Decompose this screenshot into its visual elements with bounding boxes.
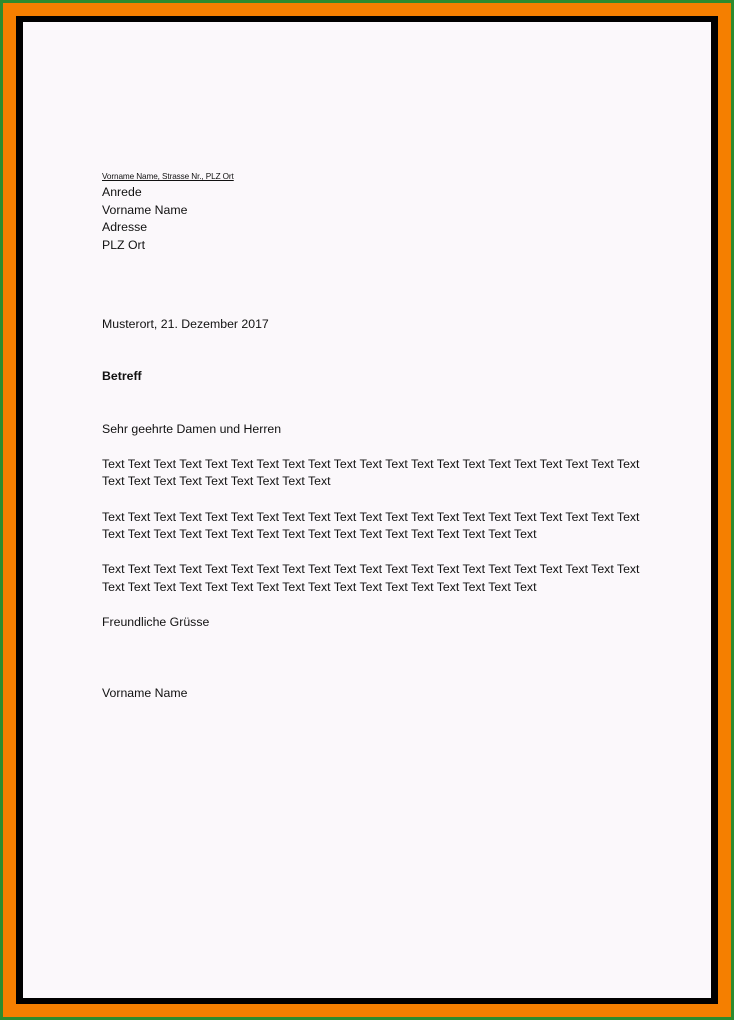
recipient-salutation: Anrede (102, 185, 142, 199)
letter-page (23, 22, 711, 998)
letter-closing: Freundliche Grüsse (102, 615, 210, 630)
letter-body (102, 172, 642, 702)
recipient-city: PLZ Ort (102, 237, 146, 252)
letter-date: Musterort, 21. Dezember 2017 (102, 317, 269, 332)
recipient-address: Adresse (102, 220, 148, 235)
body-paragraph: Text Text Text Text Text Text Text Text Text Text Text Text Text Text Text Text Text Text Text Text Text Text Text Text Text Text Text Text Text Text (102, 456, 640, 489)
recipient-address-block (102, 184, 642, 254)
letter-salutation: Sehr geehrte Damen und Herren (102, 421, 282, 436)
recipient-name: Vorname Name (102, 202, 188, 217)
letter-signature: Vorname Name (102, 685, 188, 700)
sender-return-address: Vorname Name, Strasse Nr., PLZ Ort (102, 172, 234, 181)
body-paragraph: Text Text Text Text Text Text Text Text Text Text Text Text Text Text Text Text Text Text Text Text Text Text Text Text Text Text Text Text Text Text Text Text Text Text Text Text Text Text (102, 562, 640, 594)
body-paragraph: Text Text Text Text Text Text Text Text Text Text Text Text Text Text Text Text Text Text Text Text Text Text Text Text Text Text Text Text Text Text Text Text Text Text Text Text Text Text (102, 509, 640, 542)
letter-subject: Betreff (102, 368, 142, 383)
